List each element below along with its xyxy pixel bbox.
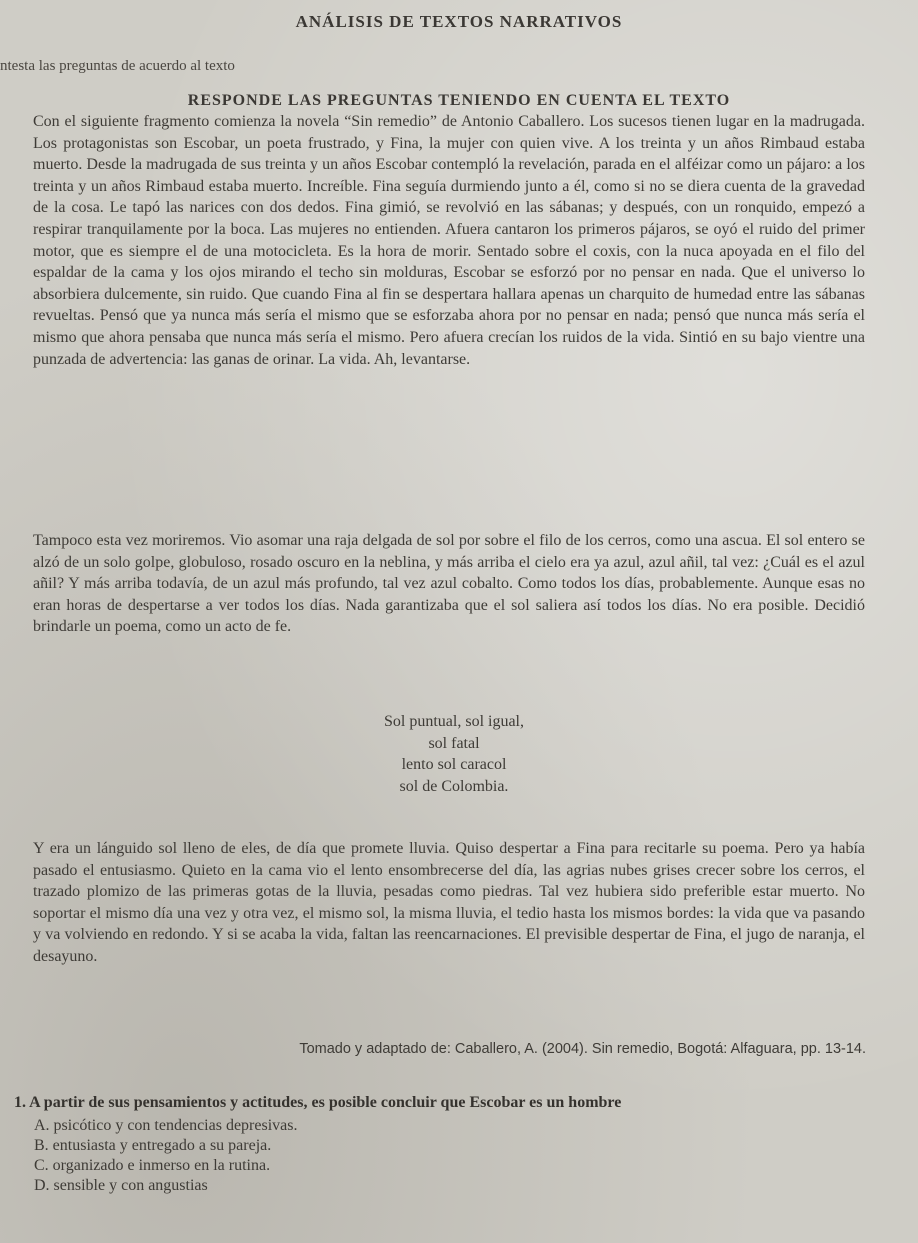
poem-line: lento sol caracol: [401, 756, 507, 773]
answer-options: [14, 1116, 894, 1196]
section-subtitle: RESPONDE LAS PREGUNTAS TENIENDO EN CUENTA EL TEXTO: [187, 92, 731, 109]
text-paragraph-3: Y era un lánguido sol lleno de eles, de día que promete lluvia. Quiso despertar a Fina para recitarle su poema. Pero ya había pasado el entusiasmo. Quieto en la cama vio el lento ensombrecerse del día, las agrias nubes grises crecer sobre los cerros, el trazado plomizo de las primeras gotas de la lluvia, pesadas como piedras. Tal vez hubiera sido preferible estar muerto. No soportar el mismo día una vez y otra vez, el mismo sol, la misma lluvia, el tedio hasta los mismos bordes: la vida que va pasando y va volviendo en redondo. Y si se acaba la vida, faltan las reencarnaciones. El previsible despertar de Fina, el jugo de naranja, el desayuno.: [33, 840, 865, 965]
question-1: [14, 1092, 894, 1196]
worksheet-title: ANÁLISIS DE TEXTOS NARRATIVOS: [295, 12, 623, 31]
answer-option-c[interactable]: C. organizado e inmerso en la rutina.: [34, 1157, 271, 1174]
poem-line: Sol puntual, sol igual,: [384, 713, 524, 730]
answer-option-b[interactable]: B. entusiasta y entregado a su pareja.: [34, 1137, 272, 1154]
answer-option-a[interactable]: A. psicótico y con tendencias depresivas.: [34, 1117, 298, 1134]
instruction-text: ntesta las preguntas de acuerdo al texto: [0, 58, 235, 74]
answer-option-d[interactable]: D. sensible y con angustias: [34, 1177, 208, 1194]
text-paragraph-1: Con el siguiente fragmento comienza la novela “Sin remedio” de Antonio Caballero. Los sucesos tienen lugar en la madrugada. Los protagonistas son Escobar, un poeta frustrado, y Fina, la mujer con quien vive. A los treinta y un años Rimbaud estaba muerto. Desde la madrugada de sus treinta y un años Escobar contempló la revelación, parada en el alféizar como un pájaro: a los treinta y un años Rimbaud estaba muerto. Increíble. Fina seguía durmiendo junto a él, como si no se diera cuenta de la gravedad de la cosa. Le tapó las narices con dos dedos. Fina gimió, se revolvió en las sábanas; y después, con un ronquido, empezó a respirar tranquilamente por la boca. Las mujeres no entienden. Afuera cantaron los primeros pájaros, se oyó el ruido del primer motor, que es siempre el de una motocicleta. Es la hora de morir. Sentado sobre el coxis, con la nuca apoyada en el filo del espaldar de la cama y los ojos mirando el techo sin molduras, Escobar se esforzó por no pensar en nada. Que el universo lo absorbiera dulcemente, sin ruido. Que cuando Fina al fin se despertara hallara apenas un charquito de humedad entre las sábanas revueltas. Pensó que ya nunca más sería el mismo que se esforzaba ahora por no pensar en nada; pensó que nunca más sería el mismo que ahora pensaba que nunca más sería el mismo. Pero afuera crecían los ruidos de la vida. Sintió en su bajo vientre una punzada de advertencia: las ganas de orinar. La vida. Ah, levantarse.: [33, 113, 865, 368]
poem-line: sol de Colombia.: [399, 777, 509, 795]
question-stem: 1. A partir de sus pensamientos y actitudes, es posible concluir que Escobar es un hombre: [14, 1094, 622, 1111]
source-citation: Tomado y adaptado de: Caballero, A. (2004). Sin remedio, Bogotá: Alfaguara, pp. 13-14.: [299, 1041, 866, 1057]
poem-line: sol fatal: [428, 734, 480, 752]
poem: [0, 711, 918, 797]
text-paragraph-2: Tampoco esta vez moriremos. Vio asomar una raja delgada de sol por sobre el filo de los cerros, como una ascua. El sol entero se alzó de un solo golpe, globuloso, rosado oscuro en la neblina, y más arriba el cielo era ya azul, azul añil, tal vez: ¿Cuál es el azul añil? Y más arriba todavía, de un azul más profundo, tal vez azul cobalto. Como todos los días, probablemente. Aunque esas no eran horas de despertarse a ver todos los días. Nada garantizaba que el sol saliera así todos los días. No era posible. Decidió brindarle un poema, como un acto de fe.: [33, 532, 865, 636]
